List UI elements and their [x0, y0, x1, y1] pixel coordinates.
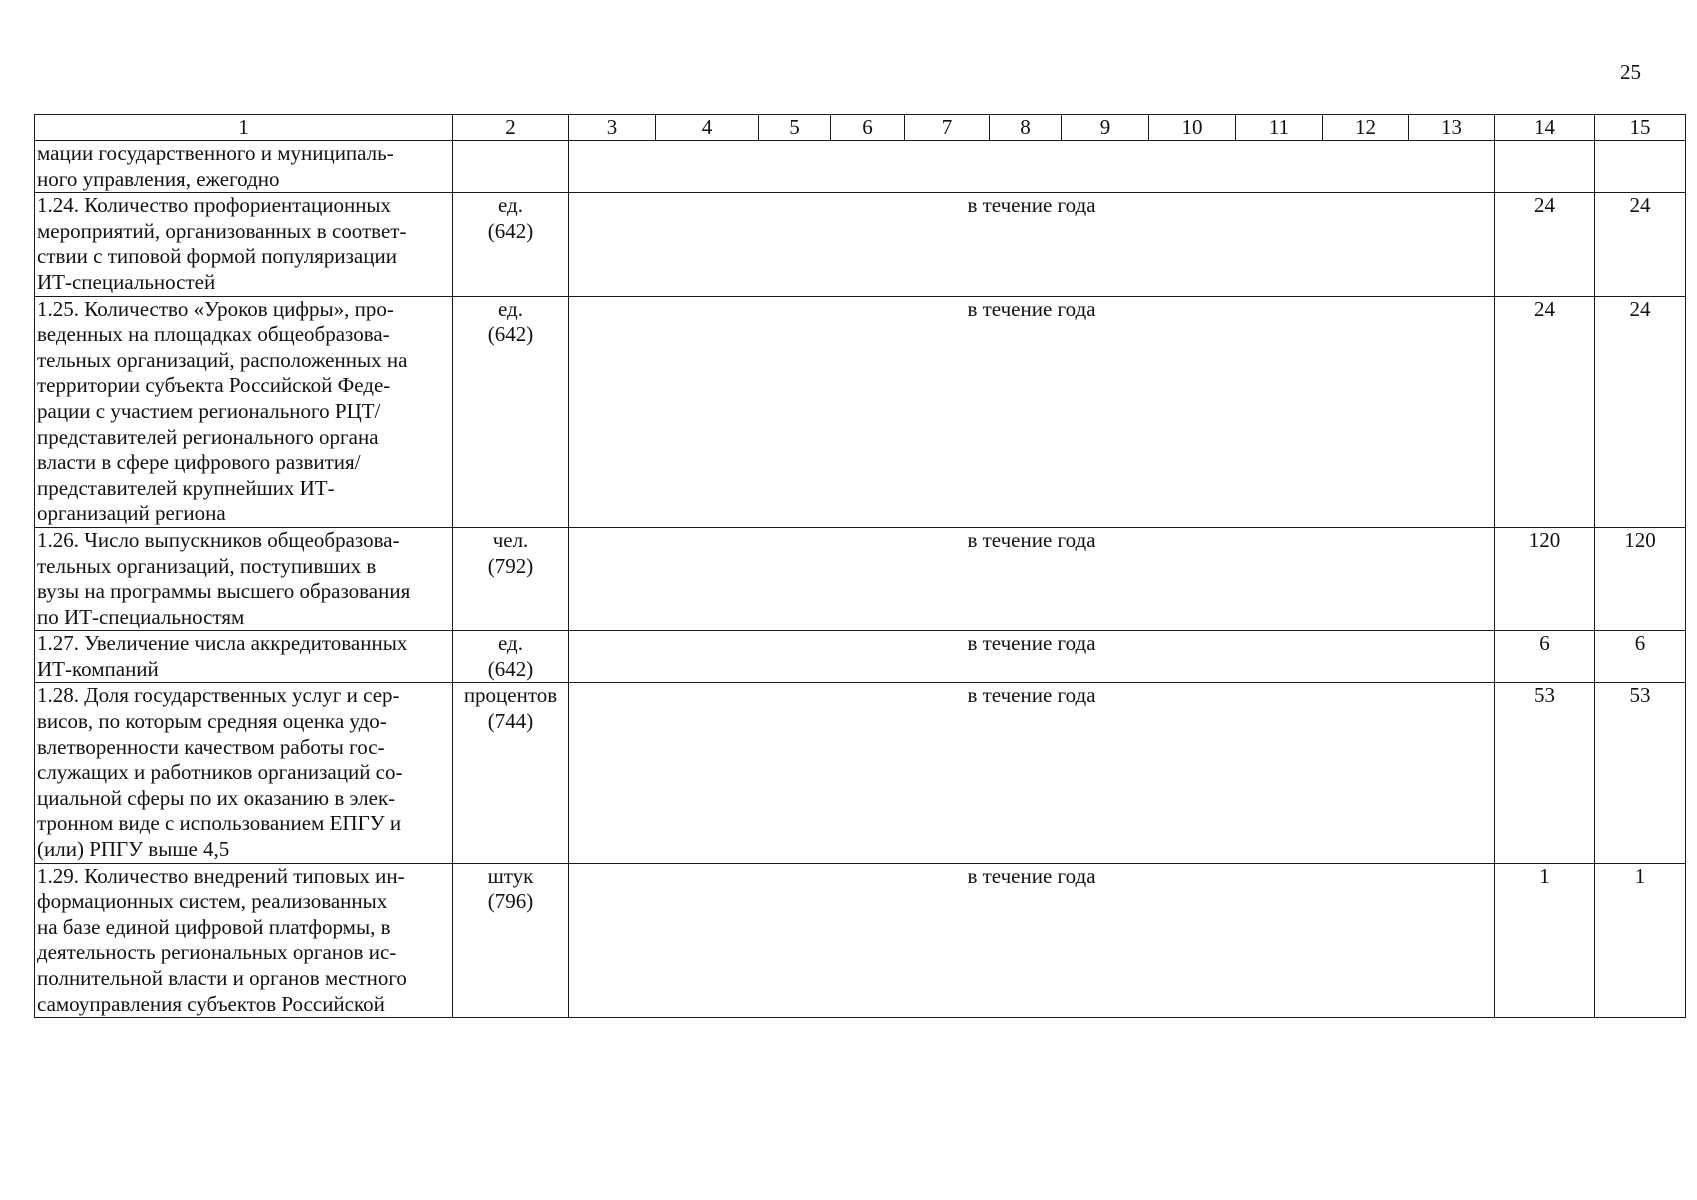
indicator-name: 1.25. Количество «Уроков цифры», про- веденных на площадках общеобразова- тельных организаций, расположенных на территории субъекта Российской Феде- рации с участием регионального РЦТ/ представителей регионального органа власти в сфере цифрового развития/ представителей крупнейших ИТ- организаций региона: [35, 296, 453, 527]
indicator-period: в течение года: [569, 683, 1495, 863]
column-number: 13: [1409, 115, 1495, 141]
column-number: 5: [759, 115, 831, 141]
table-row: [35, 193, 1686, 296]
indicator-value-col15: 120: [1595, 527, 1686, 630]
column-number: 8: [990, 115, 1062, 141]
indicator-name: 1.26. Число выпускников общеобразова- тельных организаций, поступивших в вузы на программы высшего образования по ИТ-специальностям: [35, 527, 453, 630]
indicator-period: [569, 141, 1495, 193]
column-numbers-row: [35, 115, 1686, 141]
column-number: 9: [1062, 115, 1149, 141]
table-row: [35, 141, 1686, 193]
indicator-name: 1.28. Доля государственных услуг и сер- висов, по которым средняя оценка удо- влетворенности качеством работы гос- служащих и работников организаций со- циальной сферы по их оказанию в элек- тронном виде с использованием ЕПГУ и (или) РПГУ выше 4,5: [35, 683, 453, 863]
column-number: 11: [1236, 115, 1323, 141]
column-number: 6: [831, 115, 905, 141]
indicator-value-col14: 120: [1495, 527, 1595, 630]
table-row: [35, 863, 1686, 1018]
indicator-period: в течение года: [569, 296, 1495, 527]
indicator-period: в течение года: [569, 527, 1495, 630]
indicator-period: в течение года: [569, 863, 1495, 1018]
table-row: [35, 527, 1686, 630]
indicator-period: в течение года: [569, 631, 1495, 683]
column-number: 1: [35, 115, 453, 141]
indicator-unit: чел. (792): [453, 527, 569, 630]
indicator-value-col15: 6: [1595, 631, 1686, 683]
indicator-value-col14: [1495, 141, 1595, 193]
indicators-table: [34, 114, 1686, 1018]
table-row: [35, 296, 1686, 527]
indicator-name: 1.27. Увеличение числа аккредитованных ИТ-компаний: [35, 631, 453, 683]
indicator-name: мации государственного и муниципаль- ного управления, ежегодно: [35, 141, 453, 193]
indicator-name: 1.24. Количество профориентационных мероприятий, организованных в соответ- ствии с типовой формой популяризации ИТ-специальностей: [35, 193, 453, 296]
column-number: 14: [1495, 115, 1595, 141]
indicator-value-col15: 24: [1595, 193, 1686, 296]
indicator-value-col15: [1595, 141, 1686, 193]
indicator-name: 1.29. Количество внедрений типовых ин- формационных систем, реализованных на базе единой цифровой платформы, в деятельность региональных органов ис- полнительной власти и органов местного самоуправления субъектов Российской: [35, 863, 453, 1018]
table-row: [35, 631, 1686, 683]
indicator-unit: ед. (642): [453, 631, 569, 683]
indicator-value-col14: 24: [1495, 296, 1595, 527]
indicator-unit: процентов (744): [453, 683, 569, 863]
indicator-period: в течение года: [569, 193, 1495, 296]
indicator-unit: ед. (642): [453, 296, 569, 527]
indicator-unit: штук (796): [453, 863, 569, 1018]
column-number: 12: [1323, 115, 1409, 141]
indicator-value-col14: 53: [1495, 683, 1595, 863]
column-number: 15: [1595, 115, 1686, 141]
indicator-unit: ед. (642): [453, 193, 569, 296]
indicator-value-col15: 53: [1595, 683, 1686, 863]
table-row: [35, 683, 1686, 863]
page-number: 25: [1620, 60, 1641, 84]
indicator-value-col15: 1: [1595, 863, 1686, 1018]
indicator-unit: [453, 141, 569, 193]
column-number: 10: [1149, 115, 1236, 141]
column-number: 3: [569, 115, 656, 141]
indicator-value-col14: 1: [1495, 863, 1595, 1018]
column-number: 4: [656, 115, 759, 141]
column-number: 7: [905, 115, 990, 141]
indicator-value-col15: 24: [1595, 296, 1686, 527]
indicator-value-col14: 6: [1495, 631, 1595, 683]
indicator-value-col14: 24: [1495, 193, 1595, 296]
column-number: 2: [453, 115, 569, 141]
